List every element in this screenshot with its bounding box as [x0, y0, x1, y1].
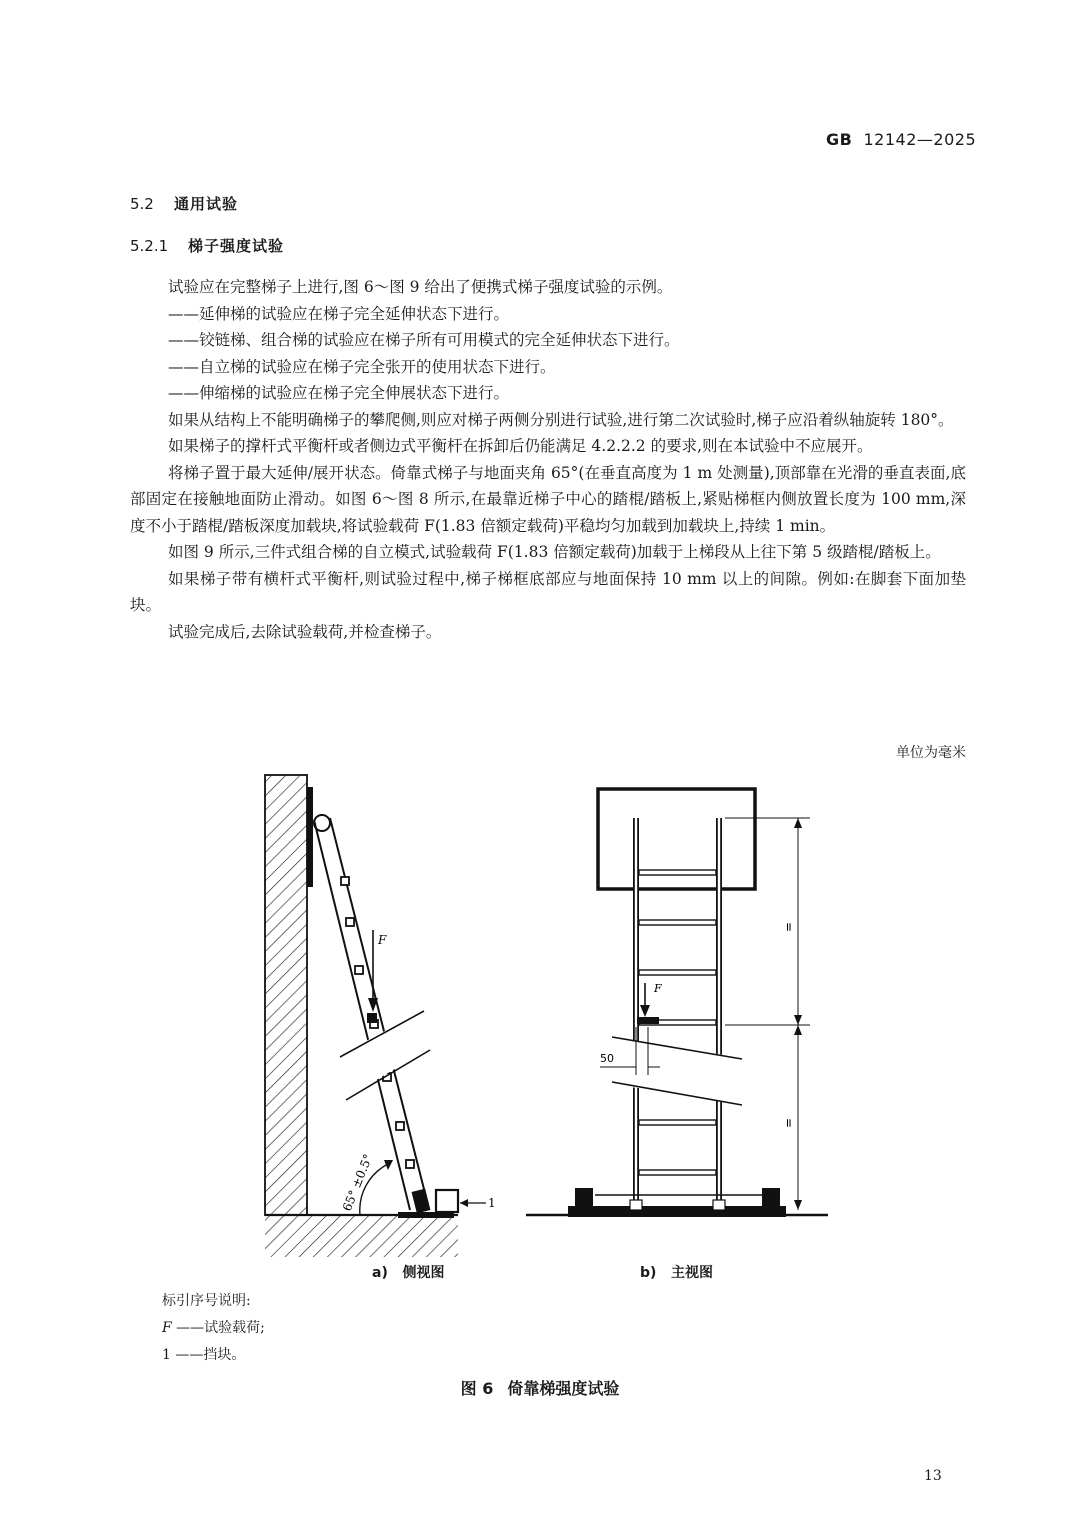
ladder-foot — [412, 1189, 431, 1214]
front-force-label: F — [654, 982, 662, 995]
wall-hatched — [265, 775, 307, 1215]
list-item: ——铰链梯、组合梯的试验应在梯子所有可用模式的完全延伸状态下进行。 — [168, 331, 680, 349]
caption-front-view — [640, 1262, 713, 1282]
legend-title: 标引序号说明: — [162, 1293, 251, 1309]
dim-arrow-2 — [794, 1025, 802, 1035]
stop-block — [436, 1190, 458, 1212]
side-force-label: F — [378, 933, 387, 947]
stop-block-right — [762, 1188, 780, 1216]
paragraph: 将梯子置于最大延伸/展开状态。倚靠式梯子与地面夹角 65°(在垂直高度为 1 m 处测量),顶部靠在光滑的垂直表面,底部固定在接触地面防止滑动。如图 6～图 8 所示,在最靠近梯子中心的踏棍/踏板上,紧贴梯框内侧放置长度为 100 mm,深度不小于踏棍/踏板深度加载块,将试验载荷 F(1.83 倍额定载荷)平稳均匀加载到加载块上,持续 1 min。 — [130, 463, 966, 535]
list-item: ——自立梯的试验应在梯子完全张开的使用状态下进行。 — [168, 357, 556, 376]
equal-mark-upper: = — [782, 922, 796, 933]
side-view-diagram — [265, 775, 486, 1257]
legend-item — [162, 1315, 265, 1342]
load-block — [367, 1013, 377, 1023]
front-base-bar — [568, 1206, 786, 1217]
front-load-block — [637, 1017, 659, 1024]
front-view-diagram — [526, 789, 828, 1217]
subsection-number: 5.2.1 — [130, 237, 169, 255]
legend-text: ——挡块。 — [175, 1347, 246, 1363]
paragraph: 试验完成后,去除试验载荷,并检查梯子。 — [168, 622, 442, 641]
paragraph: 如果梯子带有横杆式平衡杆,则试验过程中,梯子梯框底部应与地面保持 10 mm 以上的间隙。例如:在脚套下面加垫块。 — [130, 569, 966, 614]
break-band — [340, 1010, 430, 1100]
ladder-rail-left — [314, 820, 410, 1210]
floor-hatched — [265, 1215, 458, 1257]
standard-prefix: GB — [826, 130, 853, 149]
front-force-arrowhead — [640, 1005, 650, 1017]
section-title: 通用试验 — [174, 195, 239, 213]
paragraph: 试验应在完整梯子上进行,图 6～图 9 给出了便携式梯子强度试验的示例。 — [168, 278, 673, 296]
figure-number: 图 6 — [460, 1379, 494, 1398]
legend-key: 1 — [162, 1347, 171, 1363]
leader-arrowhead — [460, 1199, 468, 1207]
unit-note: 单位为毫米 — [896, 745, 966, 761]
legend — [162, 1288, 265, 1369]
list-item: ——伸缩梯的试验应在梯子完全伸展状态下进行。 — [168, 384, 510, 402]
caption-side-view — [372, 1262, 444, 1282]
stop-block-left — [575, 1188, 593, 1216]
standard-code: 12142—2025 — [863, 130, 977, 149]
foot-right — [713, 1200, 725, 1210]
dim-50-label: 50 — [600, 1052, 614, 1065]
ladder-rail-right — [330, 818, 428, 1205]
paragraph: 如果从结构上不能明确梯子的攀爬侧,则应对梯子两侧分别进行试验,进行第二次试验时,梯子应沿着纵轴旋转 180°。 — [168, 410, 954, 429]
equal-mark-lower: = — [782, 1118, 796, 1129]
list-item: ——延伸梯的试验应在梯子完全延伸状态下进行。 — [168, 304, 510, 323]
foot-left — [630, 1200, 642, 1210]
paragraph: 如果梯子的撑杆式平衡杆或者侧边式平衡杆在拆卸后仍能满足 4.2.2.2 的要求,则在本试验中不应展开。 — [168, 437, 873, 455]
dim-arrow-bottom — [794, 1200, 802, 1210]
caption-text: 侧视图 — [402, 1265, 445, 1281]
smooth-plate — [307, 787, 313, 887]
front-break-band — [612, 1037, 742, 1105]
legend-key: F — [162, 1320, 172, 1336]
legend-item — [162, 1342, 265, 1369]
page-number: 13 — [924, 1468, 942, 1484]
paragraph: 如图 9 所示,三件式组合梯的自立模式,试验载荷 F(1.83 倍额定载荷)加载于上梯段从上往下第 5 级踏棍/踏板上。 — [168, 543, 941, 561]
section-number: 5.2 — [130, 195, 154, 213]
angle-label: 65° ±0.5° — [339, 1152, 376, 1214]
caption-text: 主视图 — [671, 1265, 714, 1281]
item-1-label: 1 — [488, 1196, 496, 1210]
subsection-title: 梯子强度试验 — [188, 237, 285, 255]
figure-title-text: 倚靠梯强度试验 — [507, 1379, 620, 1398]
caption-letter: b) — [640, 1265, 657, 1281]
caption-letter: a) — [372, 1265, 388, 1281]
figure-title — [0, 1376, 1080, 1399]
legend-text: ——试验载荷; — [176, 1320, 265, 1336]
dim-arrow-top — [794, 818, 802, 828]
dim-arrow-1 — [794, 1015, 802, 1025]
